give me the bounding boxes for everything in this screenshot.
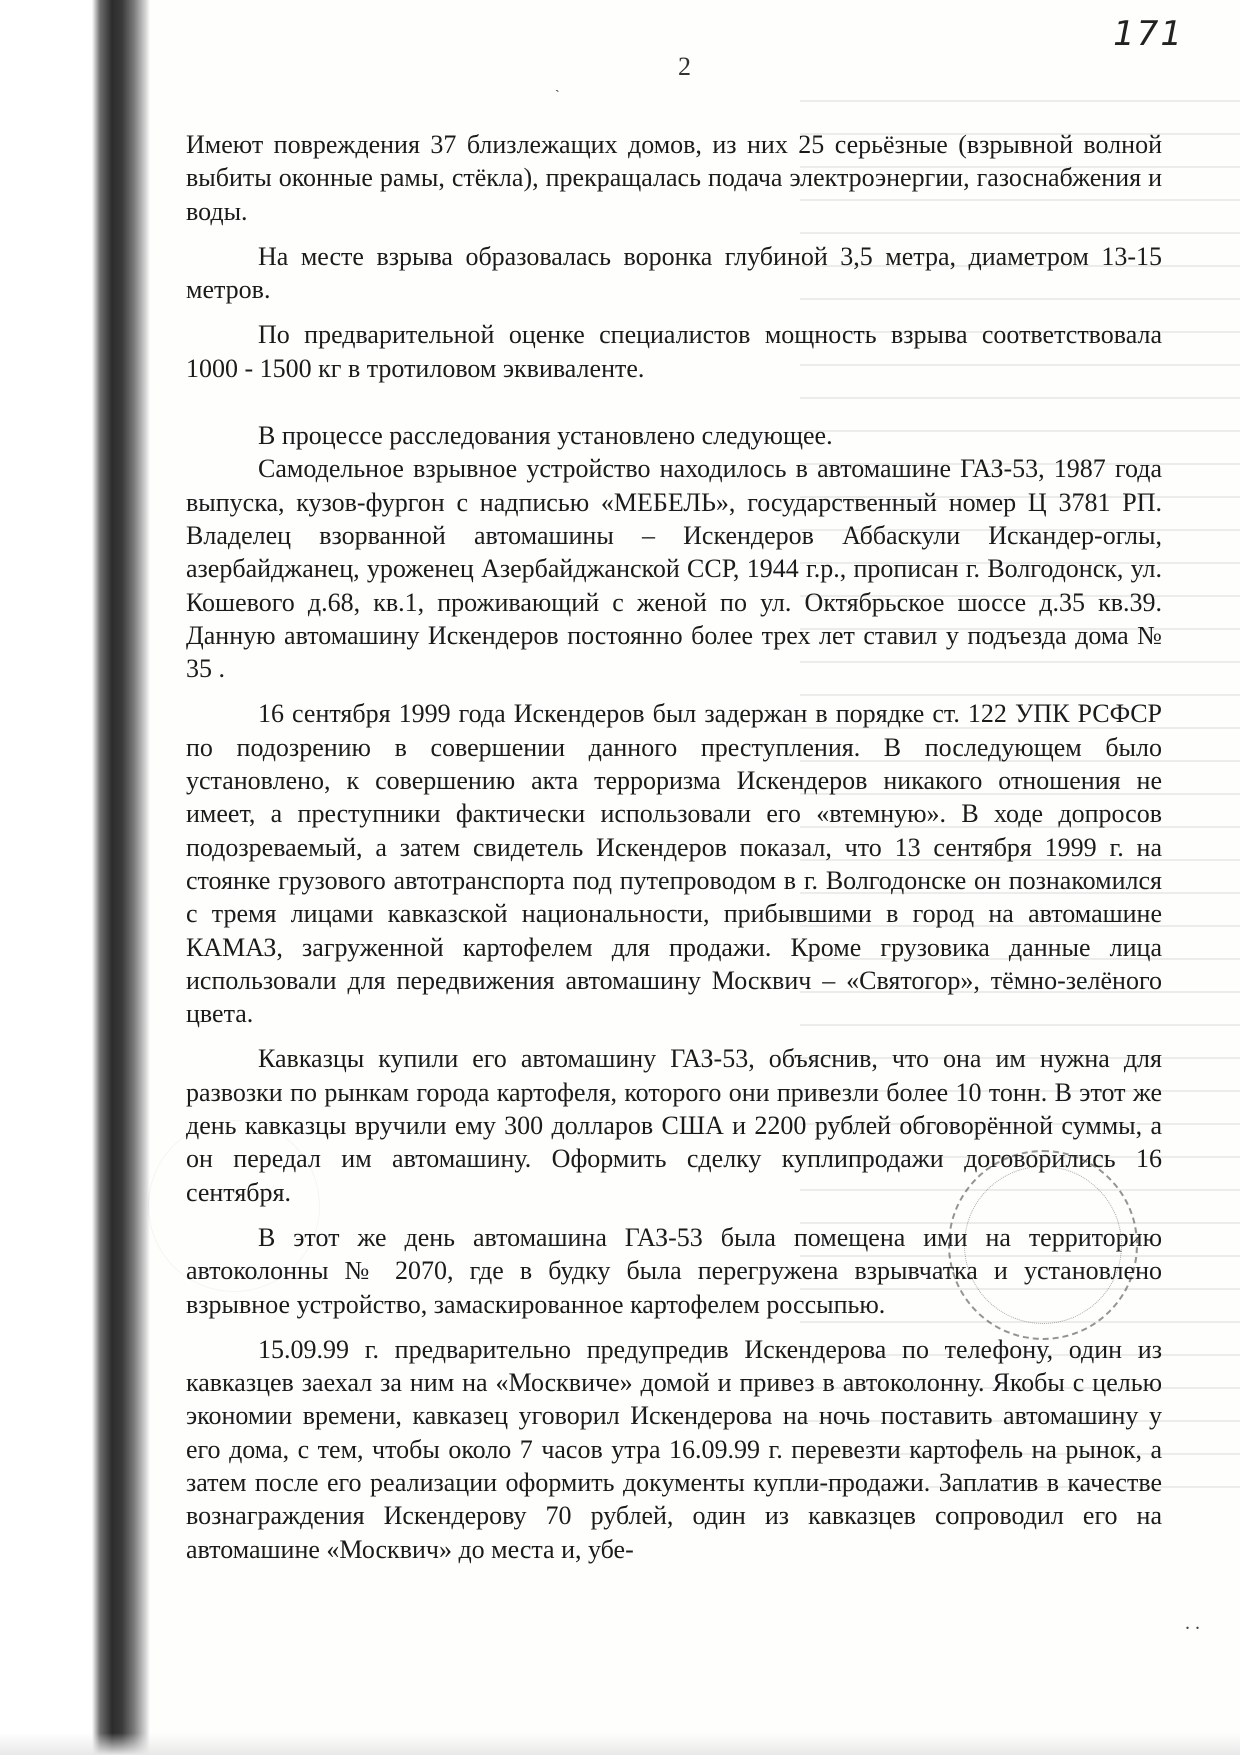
- paragraph-explosives: В этот же день автомашина ГАЗ-53 была помещена ими на территорию автоколонны № 2070, где в будку была перегружена взрывчатка и установлено взрывное устройство, замаскированное картофелем россыпью.: [186, 1222, 1162, 1319]
- page-number: 2: [678, 52, 691, 81]
- paragraph-crater: На месте взрыва образовалась воронка глубиной 3,5 метра, диаметром 13-15 метров.: [186, 241, 1162, 305]
- paragraph-damage: Имеют повреждения 37 близлежащих домов, из них 25 серьёзные (взрывной волной выбиты оконные рамы, стёкла), прекращалась подача электроэнергии, газоснабжения и воды.: [186, 130, 1162, 226]
- paragraph-device: Самодельное взрывное устройство находилось в автомашине ГАЗ-53, 1987 года выпуска, кузов-фургон с надписью «МЕБЕЛЬ», государственный номер Ц 3781 РП. Владелец взорванной автомашины – Искендеров Аббаскули Искандер-оглы, азербайджанец, уроженец Азербайджанской ССР, 1944 г.р., прописан г. Волгодонск, ул. Кошевого д.68, кв.1, проживающий с женой по ул. Октябрьское шоссе д.35 кв.39. Данную автомашину Искендеров постоянно более трех лет ставил у подъезда дома № 35 .: [186, 454, 1162, 684]
- paragraph-night: 15.09.99 г. предварительно предупредив Искендерова по телефону, один из кавказцев заехал за ним на «Москвиче» домой и привез в автоколонну. Якобы с целью экономии времени, кавказец уговорил Искендерова на ночь поставить автомашину у его дома, с тем, чтобы около 7 часов утра 16.09.99 г. перевезти картофель на рынок, а затем после его реализации оформить документы купли-продажи. Заплатив в качестве вознаграждения Искендерову 70 рублей, один из кавказцев сопроводил его на автомашине «Москвич» до места и, убе-: [186, 1334, 1162, 1564]
- page-dots: . .: [1185, 1612, 1200, 1634]
- official-stamp: [948, 1150, 1138, 1340]
- paragraph-investigation: В процессе расследования установлено следующее.: [258, 421, 833, 451]
- faint-stamp: [148, 1120, 320, 1292]
- folio-number: 171: [1113, 14, 1184, 54]
- scan-bottom-shadow: [0, 1733, 1240, 1755]
- paragraph-purchase: Кавказцы купили его автомашину ГАЗ-53, объяснив, что она им нужна для развозки по рынкам города картофеля, которого они привезли более 10 тонн. В этот же день кавказцы вручили ему 300 долларов США и 2200 рублей обговорённой суммы, а он передал им автомашину. Оформить сделку куплипродажи договорились 16 сентября.: [186, 1044, 1162, 1207]
- stray-mark: ˎ: [555, 78, 560, 93]
- paragraph-power: По предварительной оценке специалистов мощность взрыва соответствовала 1000 - 1500 кг в тротиловом эквиваленте.: [186, 320, 1162, 383]
- scan-edge-shadow: [0, 0, 150, 1755]
- paragraph-detention: 16 сентября 1999 года Искендеров был задержан в порядке ст. 122 УПК РСФСР по подозрению в совершении данного преступления. В последующем было установлено, к совершению акта терроризма Искендеров никакого отношения не имеет, а преступники фактически использовали его «втемную». В ходе допросов подозреваемый, а затем свидетель Искендеров показал, что 13 сентября 1999 г. на стоянке грузового автотранспорта под путепроводом в г. Волгодонске он познакомился с тремя лицами кавказской национальности, прибывшими в город на автомашине КАМАЗ, загруженной картофелем для продажи. Кроме грузовика данные лица использовали для передвижения автомашину Москвич – «Святогор», тёмно-зелёного цвета.: [186, 699, 1162, 1029]
- document-body: [186, 128, 1162, 1566]
